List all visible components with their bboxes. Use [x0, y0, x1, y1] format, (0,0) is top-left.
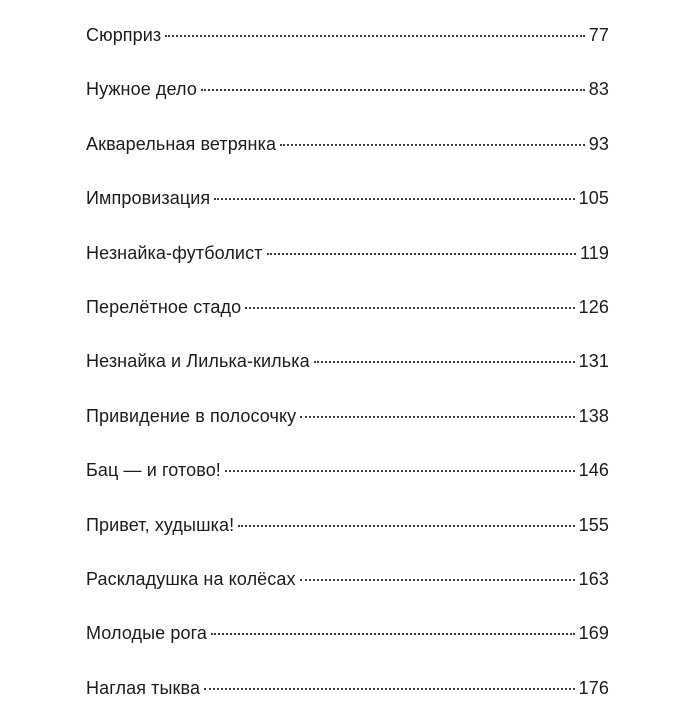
- dot-leader: [165, 35, 584, 37]
- toc-entry: [86, 455, 609, 509]
- dot-leader: [267, 253, 576, 255]
- dot-leader: [214, 198, 574, 200]
- toc-entry-title: Незнайка-футболист: [86, 242, 263, 263]
- dot-leader: [204, 688, 575, 690]
- toc-entry-title: Раскладушка на колёсах: [86, 568, 296, 589]
- toc-entry-title: Привет, худышка!: [86, 514, 235, 535]
- toc-entry: [86, 20, 609, 74]
- dot-leader: [300, 416, 574, 418]
- toc-entry-title: Акварельная ветрянка: [86, 133, 277, 154]
- toc-entry-page-number: 105: [578, 188, 609, 209]
- toc-entry: [86, 129, 609, 183]
- toc-entry-title: Импровизация: [86, 188, 211, 209]
- dot-leader: [201, 89, 585, 91]
- toc-entry-title: Перелётное стадо: [86, 296, 242, 317]
- toc-entry-title: Незнайка и Лилька-килька: [86, 351, 310, 372]
- toc-entry-page-number: 146: [578, 460, 609, 481]
- toc-entry-title: Бац — и готово!: [86, 460, 221, 481]
- toc-entry: [86, 292, 609, 346]
- toc-entry: [86, 510, 609, 564]
- toc-entry-title: Сюрприз: [86, 25, 162, 45]
- dot-leader: [314, 361, 575, 363]
- toc-entry-page-number: 126: [578, 296, 609, 317]
- toc-entry-page-number: 138: [578, 405, 609, 426]
- dot-leader: [211, 633, 575, 635]
- toc-entry: [86, 618, 609, 672]
- toc-entry: [86, 238, 609, 292]
- dot-leader: [300, 579, 575, 581]
- toc-entry: [86, 401, 609, 455]
- toc-entry-page-number: 83: [588, 79, 609, 100]
- dot-leader: [280, 144, 585, 146]
- toc-entry-title: Молодые рога: [86, 623, 207, 644]
- toc-entry: [86, 74, 609, 128]
- toc-entry-page-number: 176: [578, 677, 609, 698]
- dot-leader: [245, 307, 574, 309]
- toc-entry-page-number: 77: [588, 25, 609, 45]
- toc-entry-title: Наглая тыква: [86, 677, 201, 698]
- toc-entry: [86, 183, 609, 237]
- toc-entry: [86, 346, 609, 400]
- toc-entry-page-number: 93: [588, 133, 609, 154]
- dot-leader: [225, 470, 575, 472]
- toc-entry-page-number: 163: [578, 568, 609, 589]
- toc-entry-title: Нужное дело: [86, 79, 197, 100]
- toc-entry: [86, 564, 609, 618]
- toc-entry-page-number: 169: [578, 623, 609, 644]
- table-of-contents: [86, 20, 609, 727]
- toc-entry-page-number: 119: [580, 242, 609, 263]
- dot-leader: [238, 525, 574, 527]
- toc-entry-page-number: 131: [578, 351, 609, 372]
- toc-entry-title: Привидение в полосочку: [86, 405, 297, 426]
- toc-entry-page-number: 155: [578, 514, 609, 535]
